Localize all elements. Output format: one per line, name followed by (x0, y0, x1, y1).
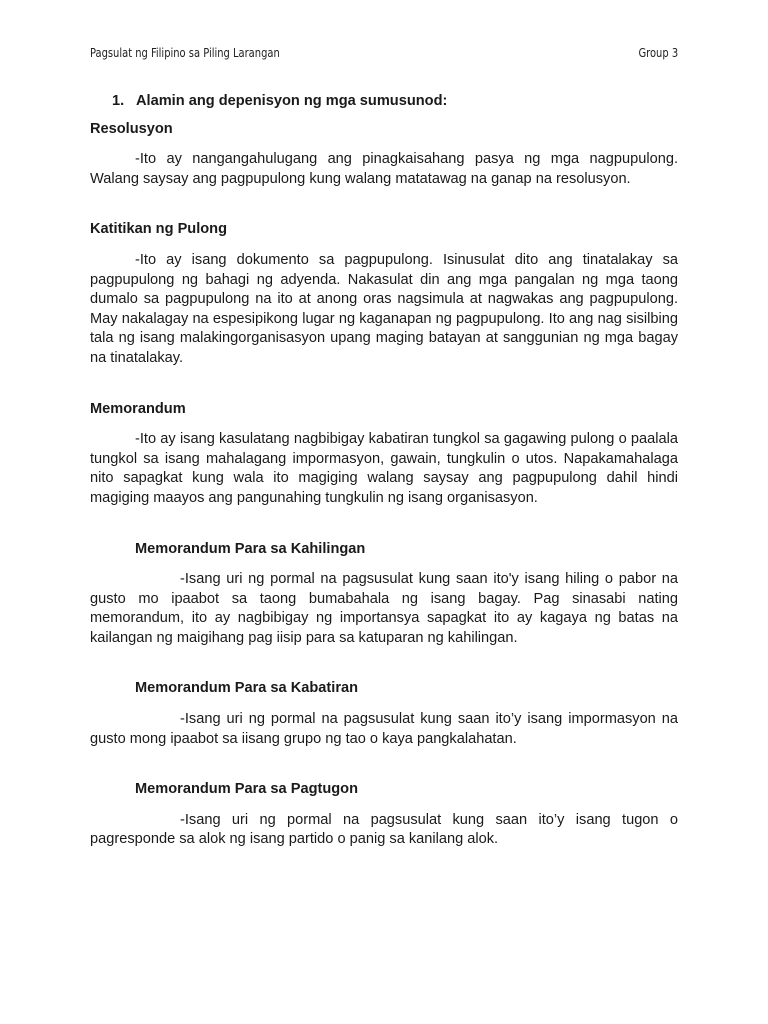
section-body: -Ito ay isang dokumento sa pagpupulong. Isinusulat dito ang tinatalakay sa pagpupulong ng bahagi ng adyenda. Nakasulat din ang mga pangalan ng mga taong dumalo sa pagpupulong na ito at anong oras nagsimula at nagwakas ang pagpupulong. May nakalagay na espesipikong lugar ng kaganapan ng pagpupulong. Ito ang nag sisilbing tala ng isang malakingorganisasyon upang maging batayan at sanggunian ng mga bagay na tinatalakay. (90, 251, 678, 366)
subsection-pagtugon (90, 780, 678, 850)
subsection-kahilingan (90, 540, 678, 649)
question-text: Alamin ang depenisyon ng mga sumusunod: (136, 93, 448, 109)
question-heading (112, 92, 678, 112)
subsection-body: -Isang uri ng pormal na pagsusulat kung saan ito'y isang hiling o pabor na gusto mo ipaabot sa taong bumabahala ng isang bagay. Pag sinasabi nating memorandum, ito ay nagbibigay ng importansya sapagkat ito ay kagaya ng batas na kailangan ng maigihang pag iisip para sa katuparan ng kahilingan. (90, 571, 678, 646)
subsection-title: Memorandum Para sa Pagtugon (135, 781, 359, 798)
subsection-title: Memorandum Para sa Kahilingan (135, 540, 366, 557)
question-number: 1. (112, 93, 125, 109)
page-header (90, 46, 678, 60)
subsection-kabatiran (90, 679, 678, 749)
subsection-body: -Isang uri ng pormal na pagsusulat kung saan ito’y isang impormasyon na gusto mong ipaabot sa iisang grupo ng tao o kaya pangkalahatan. (90, 711, 678, 747)
section-title: Resolusyon (90, 120, 173, 137)
document-body (90, 92, 678, 850)
subsection-body: -Isang uri ng pormal na pagsusulat kung saan ito’y isang tugon o pagresponde sa alok ng isang partido o panig sa kanilang alok. (90, 811, 678, 848)
section-body: -Ito ay nangangahulugang ang pinagkaisahang pasya ng mga nagpupulong. Walang saysay ang pagpupulong kung walang matatawag na ganap na resolusyon. (90, 151, 678, 187)
section-katitikan (90, 220, 678, 368)
section-title: Katitikan ng Pulong (90, 221, 228, 238)
header-course-title: Pagsulat ng Filipino sa Piling Larangan (90, 46, 280, 60)
section-resolusyon (90, 120, 678, 190)
section-memorandum (90, 400, 678, 509)
section-title: Memorandum (90, 400, 186, 417)
section-body: -Ito ay isang kasulatang nagbibigay kabatiran tungkol sa gagawing pulong o paalala tungkol sa isang mahalagang impormasyon, gawain, tungkulin o utos. Napakamahalaga nito sapagkat kung wala ito magiging walang saysay ang pagpupulong dahil hindi magiging maayos ang pangunahing tungkulin ng isang organisasyon. (90, 431, 678, 506)
subsection-title: Memorandum Para sa Kabatiran (135, 680, 359, 697)
header-group-label: Group 3 (638, 46, 678, 60)
